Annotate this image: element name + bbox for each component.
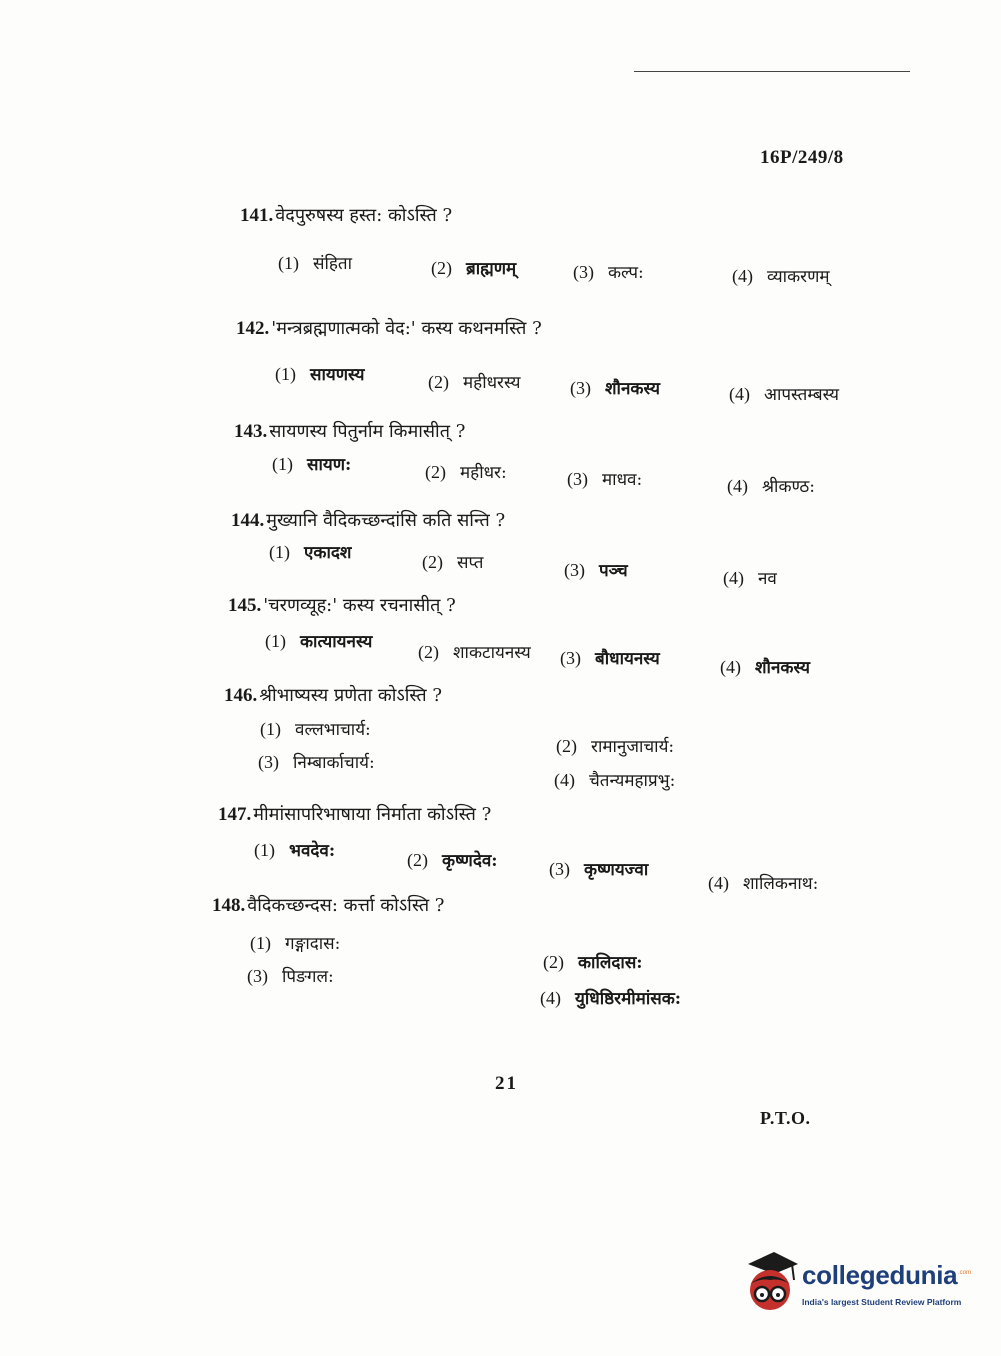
option-number: (2) <box>422 552 443 572</box>
question-number: 142. <box>236 318 270 339</box>
question-141 <box>240 203 452 227</box>
question-text: श्रीभाष्यस्य प्रणेता कोऽस्ति ? <box>259 685 443 706</box>
option-number: (4) <box>554 770 575 790</box>
option-text: ब्राह्मणम् <box>466 259 517 279</box>
option-number: (1) <box>272 454 293 474</box>
option-number: (1) <box>254 840 275 860</box>
option-147-2 <box>407 848 498 871</box>
question-number: 141. <box>240 205 274 226</box>
top-rule <box>634 71 910 72</box>
pto-marker: P.T.O. <box>760 1108 811 1128</box>
question-143 <box>234 419 465 443</box>
option-number: (3) <box>549 859 570 879</box>
option-number: (2) <box>556 736 577 756</box>
option-text: व्याकरणम् <box>767 267 830 287</box>
option-text: माधव: <box>602 470 643 490</box>
option-144-3 <box>564 558 628 581</box>
option-145-3 <box>560 646 660 669</box>
option-number: (1) <box>275 364 296 384</box>
question-number: 148. <box>212 895 246 916</box>
option-146-3 <box>258 750 375 773</box>
question-text: मुख्यानि वैदिकच्छन्दांसि कति सन्ति ? <box>266 510 506 531</box>
option-number: (4) <box>708 873 729 893</box>
question-number: 144. <box>231 510 265 531</box>
option-text: शौनकस्य <box>755 658 810 678</box>
option-147-3 <box>549 857 648 880</box>
option-number: (3) <box>564 560 585 580</box>
option-141-4 <box>732 264 830 287</box>
question-148 <box>212 893 444 917</box>
option-text: चैतन्यमहाप्रभु: <box>589 771 676 791</box>
option-number: (4) <box>727 476 748 496</box>
option-text: शाकटायनस्य <box>453 643 531 663</box>
option-text: पञ्च <box>599 561 628 581</box>
question-145 <box>228 593 456 617</box>
option-number: (2) <box>418 642 439 662</box>
question-text: मीमांसापरिभाषाया निर्माता कोऽस्ति ? <box>253 804 492 825</box>
option-number: (4) <box>732 266 753 286</box>
question-text: सायणस्य पितुर्नाम किमासीत् ? <box>269 421 466 442</box>
option-145-4 <box>720 655 810 678</box>
option-number: (2) <box>543 952 564 972</box>
option-141-1 <box>278 251 352 274</box>
option-text: महीधर: <box>460 463 507 483</box>
option-148-4 <box>540 986 681 1009</box>
option-number: (3) <box>258 752 279 772</box>
brand-name: collegedunia <box>802 1260 958 1290</box>
option-145-2 <box>418 640 531 663</box>
option-text: महीधरस्य <box>463 373 521 393</box>
option-text: सायणस्य <box>310 365 365 385</box>
option-text: शालिकनाथ: <box>743 874 819 894</box>
option-text: भवदेव: <box>289 841 336 861</box>
option-text: कात्यायनस्य <box>300 632 373 652</box>
question-147 <box>218 802 491 826</box>
option-number: (3) <box>560 648 581 668</box>
mascot-icon <box>740 1250 800 1320</box>
question-number: 147. <box>218 804 252 825</box>
option-142-2 <box>428 370 520 393</box>
option-147-4 <box>708 871 818 894</box>
question-number: 143. <box>234 421 268 442</box>
option-text: कृष्णयज्वा <box>584 860 649 880</box>
option-143-3 <box>567 467 642 490</box>
option-number: (3) <box>247 966 268 986</box>
brand-tagline: India's largest Student Review Platform <box>802 1297 962 1307</box>
option-text: युधिष्ठिरमीमांसक: <box>575 989 682 1009</box>
question-text: 'मन्त्रब्रह्मणात्मको वेद:' कस्य कथनमस्ति ? <box>271 318 542 339</box>
option-number: (2) <box>407 850 428 870</box>
option-148-2 <box>543 950 643 973</box>
option-text: आपस्तम्बस्य <box>764 385 840 405</box>
option-text: नव <box>758 569 777 589</box>
question-144 <box>231 508 505 532</box>
option-142-3 <box>570 376 660 399</box>
option-text: कालिदास: <box>578 953 643 973</box>
option-text: शौनकस्य <box>605 379 660 399</box>
option-number: (3) <box>567 469 588 489</box>
option-number: (3) <box>573 262 594 282</box>
option-148-3 <box>247 964 334 987</box>
option-text: श्रीकण्ठ: <box>762 477 815 497</box>
question-142 <box>236 316 542 340</box>
option-number: (1) <box>250 933 271 953</box>
option-146-2 <box>556 734 674 757</box>
option-text: संहिता <box>313 254 353 274</box>
option-145-1 <box>265 629 372 652</box>
option-number: (1) <box>260 719 281 739</box>
option-143-1 <box>272 452 351 475</box>
option-number: (1) <box>269 542 290 562</box>
question-number: 145. <box>228 595 262 616</box>
option-text: गङ्गादास: <box>285 934 341 954</box>
option-number: (3) <box>570 378 591 398</box>
paper-code: 16P/249/8 <box>760 147 844 168</box>
option-number: (4) <box>723 568 744 588</box>
collegedunia-logo[interactable] <box>740 1250 970 1320</box>
option-142-4 <box>729 382 839 405</box>
option-141-2 <box>431 256 516 279</box>
option-text: एकादश <box>304 543 352 563</box>
option-143-2 <box>425 460 507 483</box>
option-number: (2) <box>425 462 446 482</box>
option-number: (2) <box>428 372 449 392</box>
question-text: 'चरणव्यूह:' कस्य रचनासीत् ? <box>263 595 456 616</box>
page-number: 21 <box>495 1073 518 1094</box>
option-143-4 <box>727 474 815 497</box>
option-number: (1) <box>265 631 286 651</box>
question-146 <box>224 683 442 707</box>
option-number: (2) <box>431 258 452 278</box>
option-144-2 <box>422 550 483 573</box>
option-number: (4) <box>540 988 561 1008</box>
option-text: कृष्णदेव: <box>442 851 498 871</box>
option-144-1 <box>269 540 351 563</box>
option-146-1 <box>260 717 371 740</box>
option-148-1 <box>250 931 340 954</box>
question-text: वैदिकच्छन्दस: कर्त्ता कोऽस्ति ? <box>247 895 445 916</box>
option-number: (4) <box>729 384 750 404</box>
option-text: कल्प: <box>608 263 644 283</box>
option-text: पिङगल: <box>282 967 334 987</box>
option-147-1 <box>254 838 335 861</box>
option-text: रामानुजाचार्य: <box>591 737 675 757</box>
option-text: सप्त <box>457 553 484 573</box>
option-text: सायण: <box>307 455 352 475</box>
option-142-1 <box>275 362 365 385</box>
option-146-4 <box>554 768 675 791</box>
option-141-3 <box>573 260 644 283</box>
question-text: वेदपुरुषस्य हस्त: कोऽस्ति ? <box>275 205 453 226</box>
option-text: वल्लभाचार्य: <box>295 720 371 740</box>
option-text: बौधायनस्य <box>595 649 660 669</box>
brand-dotcom: .com <box>958 1270 972 1276</box>
option-number: (4) <box>720 657 741 677</box>
question-number: 146. <box>224 685 258 706</box>
option-text: निम्बार्काचार्य: <box>293 753 375 773</box>
option-number: (1) <box>278 253 299 273</box>
option-144-4 <box>723 566 777 589</box>
